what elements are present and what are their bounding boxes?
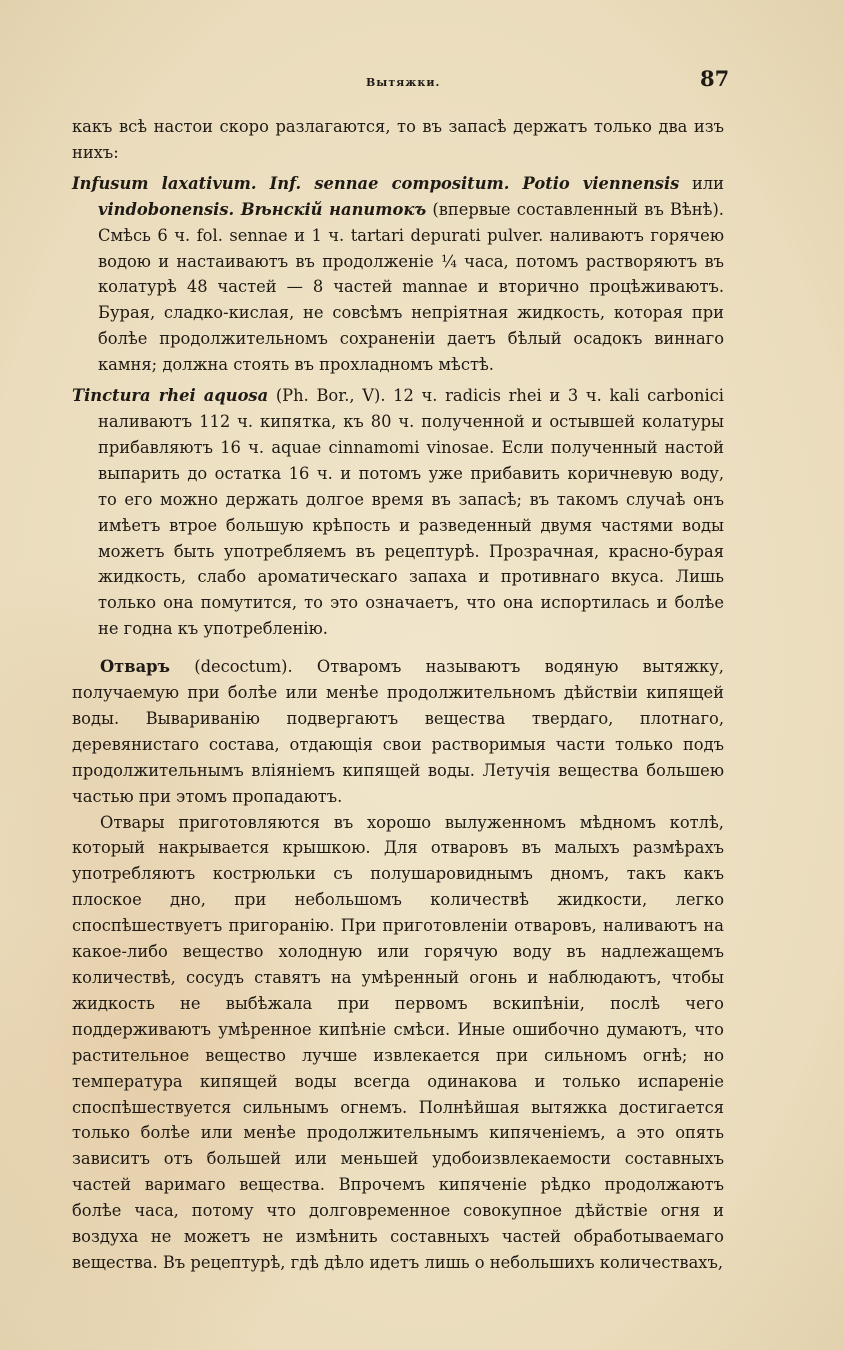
paragraph-text: Отвары приготовляются въ хорошо вылуженномъ мѣдномъ котлѣ, который накрывается крышкою. Для отваровъ въ малыхъ размѣрахъ употребляютъ кострюльки съ полушаровиднымъ дномъ, такъ какъ плоское дно, при небольшомъ количествѣ жидкости, легко споспѣшествуетъ пригоранію. При приготовленіи отваровъ, наливаютъ на какое-либо вещество холодную или горячую воду въ надлежащемъ количествѣ, сосудъ ставятъ на умѣренный огонь и наблюдаютъ, чтобы жидкость не выбѣжала при первомъ вскипѣніи, послѣ чего поддерживаютъ умѣренное кипѣніе смѣси. Иные ошибочно думаютъ, что растительное вещество лучше извлекается при сильномъ огнѣ; но температура кипящей воды всегда одинакова и только испареніе споспѣшествуется сильнымъ огнемъ. Полнѣйшая вытяжка достигается только болѣе или менѣе продолжительнымъ кипяченіемъ, а это опять зависитъ отъ большей или меньшей удобоизвлекаемости составныхъ частей варимаго вещества. Впрочемъ кипяченіе рѣдко продолжаютъ болѣе часа, потому что долговременное совокупное дѣйствіе огня и воздуха не можетъ не измѣнить составныхъ частей обработываемаго вещества. Въ рецептурѣ, гдѣ дѣло идетъ лишь о небольшихъ количествахъ,: [72, 812, 724, 1272]
text-body: [72, 114, 724, 1276]
paragraph-continuation: [72, 114, 724, 166]
paragraph-text: (впервые составленный въ Вѣнѣ). Смѣсь 6 ч. fol. sennae и 1 ч. tartari depurati pulver. наливаютъ горячею водою и настаиваютъ въ продолженіе ¼ часа, потомъ растворяютъ въ колатурѣ 48 частей — 8 частей mannae и вторично процѣживаютъ. Бурая, сладко-кислая, не совсѣмъ непріятная жидкость, которая при болѣе продолжительномъ сохраненіи даетъ бѣлый осадокъ виннаго камня; должна стоять въ прохладномъ мѣстѣ.: [98, 199, 724, 375]
paragraph-infusum-laxativum: [72, 171, 724, 378]
paragraph-text: какъ всѣ настои скоро разлагаются, то въ запасѣ держатъ только два изъ нихъ:: [72, 117, 724, 162]
paragraph-preparation: [72, 810, 724, 1276]
entry-term: Infusum laxativum. Inf. sennae compositum. Potio viennensis: [72, 173, 680, 193]
paragraph-tinctura-rhei: [72, 383, 724, 642]
paragraph-decoctum: [72, 654, 724, 809]
page-header: [0, 66, 844, 92]
entry-term: Tinctura rhei aquosa: [72, 386, 269, 406]
section-term: Отваръ: [100, 657, 171, 677]
page-number: 87: [700, 66, 730, 91]
paragraph-text: (Ph. Bor., V). 12 ч. radicis rhei и 3 ч. kali carbonici наливаютъ 112 ч. кипятка, къ 80 ч. полученной и остывшей колатуры прибавляютъ 16 ч. aquae cinnamomi vinosae. Если полученный настой выпарить до остатка 16 ч. и потомъ уже прибавить коричневую воду, то его можно держать долгое время въ запасѣ; въ такомъ случаѣ онъ имѣетъ втрое большую крѣпость и разведенный двумя частями воды можетъ быть употребляемъ въ рецептурѣ. Прозрачная, красно-бурая жидкость, слабо ароматическаго запаха и противнаго вкуса. Лишь только она помутится, то это означаетъ, что она испортилась и болѣе не годна къ употребленію.: [98, 386, 724, 639]
entry-term-secondary: vindobonensis. Вѣнскій напитокъ: [98, 199, 427, 219]
running-head: Вытяжки.: [366, 76, 441, 89]
entry-connector: или: [679, 173, 724, 193]
paragraph-text: (decoctum). Отваромъ называютъ водяную вытяжку, получаемую при болѣе или менѣе продолжительномъ дѣйствіи кипящей воды. Вывариванію подвергаютъ вещества твердаго, плотнаго, деревянистаго состава, отдающія свои растворимыя части только подъ продолжительнымъ вліяніемъ кипящей воды. Летучія вещества большею частью при этомъ пропадаютъ.: [72, 657, 724, 806]
